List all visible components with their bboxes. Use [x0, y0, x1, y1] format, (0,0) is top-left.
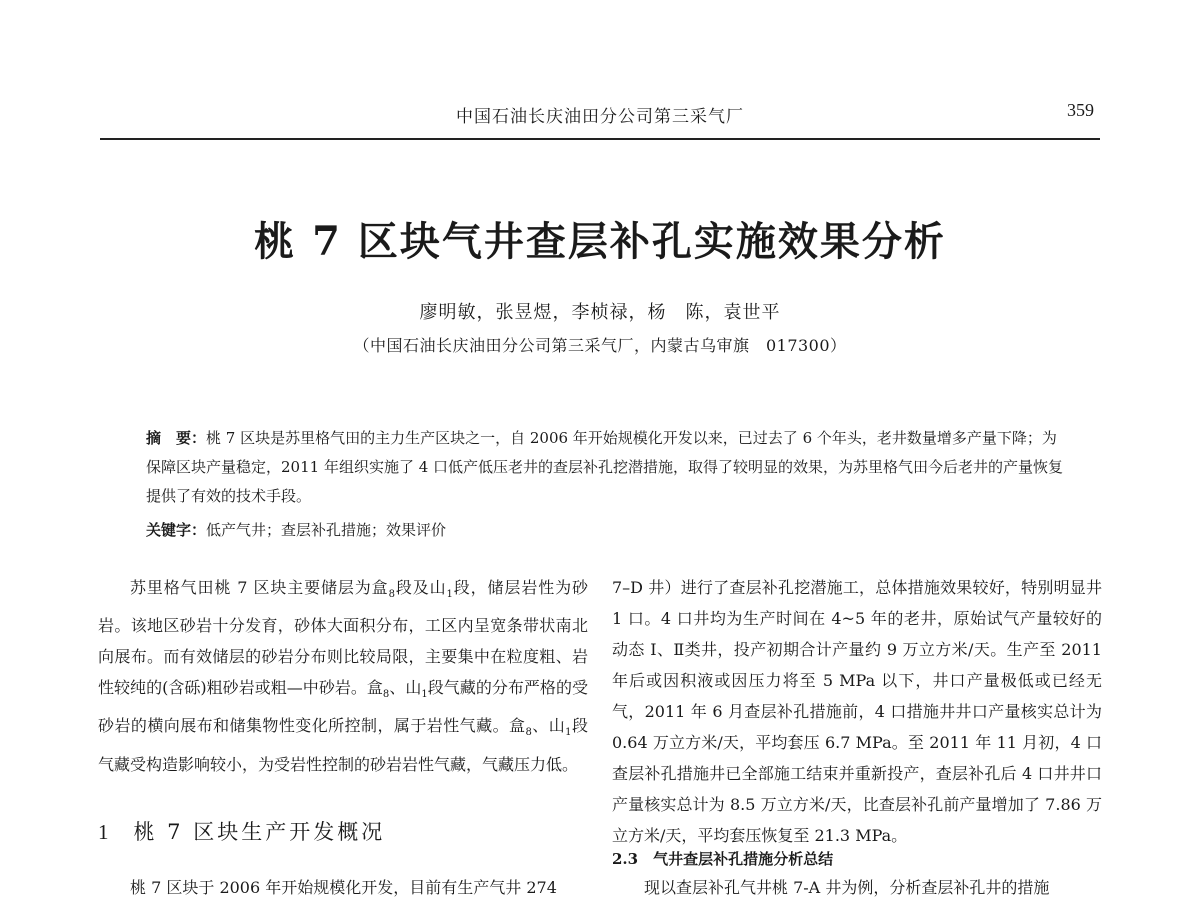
- subsection-heading: [612, 848, 833, 869]
- subscript: 8: [388, 589, 395, 601]
- journal-org: 中国石油长庆油田分公司第三采气厂: [456, 107, 744, 127]
- text-run: 、山: [531, 716, 566, 736]
- abstract: [146, 424, 1066, 511]
- text-run: 段，储层岩性为砂岩。该地区砂岩十分发育，砂体大面积分布，工区内呈宽条带状南北向展布。而有效储层的砂岩分布则比较局限，主要集中在粒度粗、岩性较纯的(含砾)粗砂岩或粗—中砂岩。盒: [98, 578, 588, 698]
- section-number: 1: [98, 820, 112, 844]
- right-column: [612, 572, 1102, 851]
- subscript: 1: [421, 689, 428, 701]
- right-column-tail: 现以查层补孔气井桃 7-A 井为例，分析查层补孔井的措施: [644, 878, 1050, 897]
- abstract-text: 桃 7 区块是苏里格气田的主力生产区块之一，自 2006 年开始规模化开发以来，已过去了 6 个年头，老井数量增多产量下降；为保障区块产量稳定，2011 年组织实施了 4 口低产低压老井的查层补孔挖潜措施，取得了较明显的效果，为苏里格气田今后老井的产量恢复提供了有效的技术手段。: [146, 429, 1064, 505]
- keywords-label: 关键字：: [146, 521, 207, 539]
- subsection-number: 2.3: [612, 850, 639, 868]
- running-head: [100, 88, 1100, 140]
- paper-title: 桃 7 区块气井查层补孔实施效果分析: [254, 218, 946, 265]
- affiliation: （中国石油长庆油田分公司第三采气厂，内蒙古乌审旗 017300）: [353, 336, 847, 355]
- section-heading: [98, 816, 385, 846]
- subscript: 8: [525, 727, 532, 739]
- page-number: 359: [1067, 100, 1094, 120]
- text-run: 苏里格气田桃 7 区块主要储层为盒: [130, 578, 389, 597]
- abstract-label: 摘 要：: [146, 429, 207, 447]
- text-run: 段气藏的分布严格的受砂岩的横向展布和储集物性变化所控制，属于岩性气藏。盒: [98, 678, 588, 736]
- subsection-title: 气井查层补孔措施分析总结: [653, 850, 834, 868]
- left-column-tail: 桃 7 区块于 2006 年开始规模化开发，目前有生产气井 274: [130, 878, 557, 897]
- section-title: 桃 7 区块生产开发概况: [133, 820, 386, 844]
- left-column: [98, 572, 588, 780]
- text-run: 段及山: [394, 578, 447, 597]
- intro-paragraph: [98, 572, 588, 780]
- results-paragraph: 7–D 井）进行了查层补孔挖潜施工，总体措施效果较好，特别明显井 1 口。4 口井均为生产时间在 4~5 年的老井，原始试气产量较好的动态 Ⅰ、Ⅱ类井，投产初期合计产量约 9 万立方米/天。生产至 2011 年后或因积液或因压力将至 5 MPa 以下，井口产量极低或已经无气，2011 年 6 月查层补孔措施前，4 口措施井井口产量核实总计为 0.64 万立方米/天，平均套压 6.7 MPa。至 2011 年 11 月初，4 口查层补孔措施井已全部施工结束并重新投产，查层补孔后 4 口井井口产量核实总计为 8.5 万立方米/天，比查层补孔前产量增加了 7.86 万立方米/天，平均套压恢复至 21.3 MPa。: [612, 578, 1102, 845]
- author-list: 廖明敏，张昱煜，李桢禄，杨 陈，袁世平: [419, 302, 781, 323]
- subscript: 8: [382, 689, 390, 701]
- subscript: 1: [565, 727, 572, 739]
- keywords-text: 低产气井；查层补孔措施；效果评价: [206, 521, 447, 539]
- keywords: [146, 516, 1066, 544]
- subscript: 1: [446, 589, 453, 601]
- text-run: 、山: [389, 678, 422, 698]
- text-run: 段气藏受构造影响较小，为受岩性控制的砂岩岩性气藏，气藏压力低。: [98, 716, 588, 774]
